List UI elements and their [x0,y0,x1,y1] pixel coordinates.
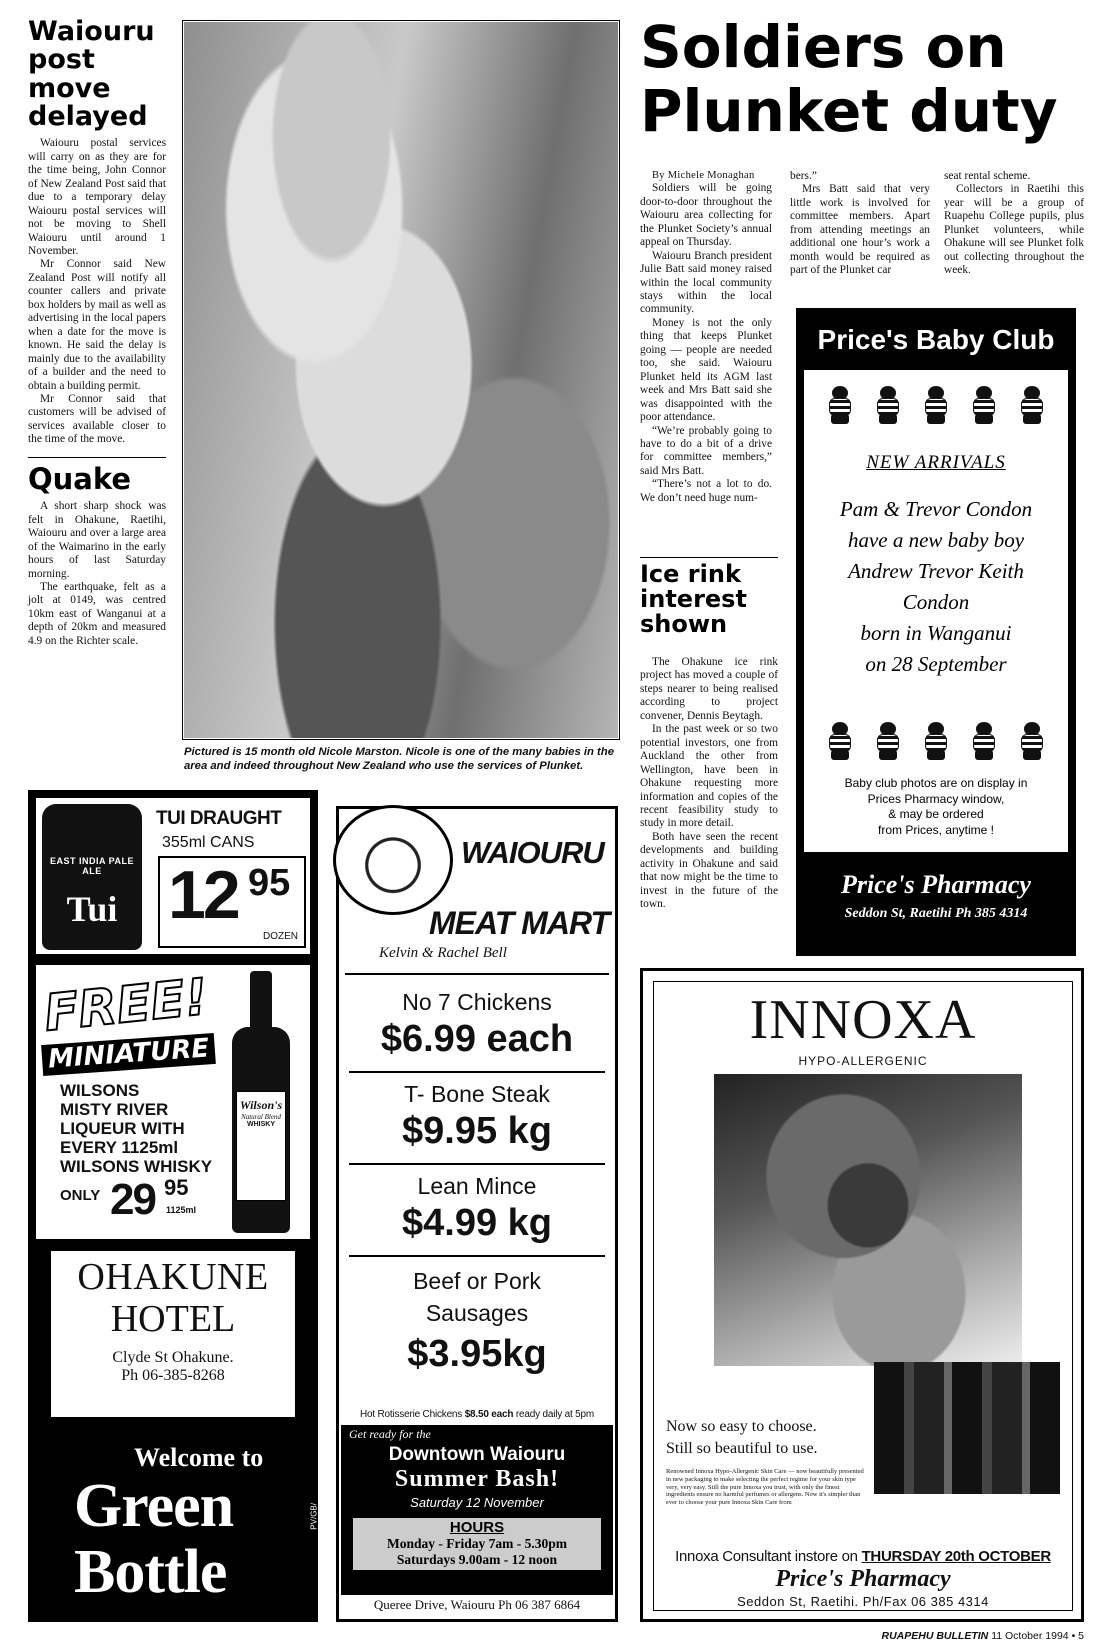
free-text: FREE! [41,967,211,1043]
teddy-bear-icon [969,386,999,424]
article-paragraph: bers.” [790,170,817,182]
footer-page-number: • 5 [1071,1630,1084,1642]
innoxa-sub: HYPO-ALLERGENIC [798,1054,928,1068]
article-paragraph: A short sharp shock was felt in Ohakune, Raetihi, Waiouru and over a large area of the Waimarino in the early hours of last Saturday morning. [28,500,166,580]
article-paragraph: In the past week or so two potential investors, one from Auckland the other from Wellington, have been in Ohakune requesting more information and copies of the recent feasibility study to study in more detail. [640,723,778,830]
waiouru-headline: Waiouru post move delayed [28,16,155,133]
hours-title: HOURS [449,1519,505,1536]
baby-club-ad [796,308,1076,956]
article-paragraph: “We’re probably going to have to do a bit of a drive for committee members,” said Mrs Batt. [640,424,772,477]
hotel-name-line1: OHAKUNE [77,1256,269,1298]
consultant-label: Innoxa Consultant instore on [675,1548,858,1565]
bottle-label: Wilson's [239,1098,283,1112]
column-rule [28,457,166,458]
teddy-bear-icon [825,386,855,424]
price-item-price: $6.99 each [380,1018,574,1060]
article-paragraph: The earthquake, felt as a jolt at 0149, was centred 10km east of Wanganui at a depth of 20km and measured 4.9 on the Richter scale. [28,580,166,647]
article-paragraph: Collectors in Raetihi this year will be a group of Ruapehu College pupils, plus Plunket volunteers, while Ohakune will see Plunket folk out collecting throughout the week. [944,183,1084,277]
hotel-phone: Ph 06-385-8268 [121,1367,225,1384]
innoxa-consultant [654,1548,1072,1565]
birth-announcement [804,494,1068,680]
byline: By Michele Monaghan [652,170,755,181]
article-paragraph: Waiouru Branch president Julie Batt said money raised within the local community stays within the local community. [640,249,772,316]
offer-price-cents: 95 [164,1175,189,1200]
price-item [349,981,605,1073]
photo-frame [182,20,620,740]
tui-size: 355ml CANS [162,834,255,851]
rotisserie-time: ready daily at 5pm [515,1409,594,1420]
announcement-line: have a new baby boy [847,528,1025,552]
bear-row-bottom [804,722,1068,766]
hours-weekday: Monday - Friday 7am - 5.30pm [387,1536,567,1551]
meat-price-list [349,981,605,1384]
meat-mart-title2: MEAT MART [429,905,610,941]
main-story-col3 [944,170,1084,278]
teddy-bear-icon [921,722,951,760]
innoxa-inner [653,981,1073,1611]
announcement-line: born in Wanganui [860,621,1012,645]
teddy-bear-icon [921,386,951,424]
price-item-price: $3.95kg [407,1333,547,1375]
article-paragraph: “There’s not a lot to do. We don’t need huge num- [640,478,772,504]
baby-club-note [804,776,1068,838]
price-item-name: T- Bone Steak [404,1081,550,1107]
ice-rink-headline: Ice rink interest shown [640,560,747,639]
rotisserie-note [343,1409,611,1420]
announcement-line: Condon [902,590,970,614]
teddy-bear-icon [825,722,855,760]
hotel-name-line2: HOTEL [110,1298,236,1340]
article-paragraph: Mrs Batt said that very little work is involved for committee members. Apart from attending meetings an additional one hour’s work a month would be required as part of the Plunket car [790,183,930,277]
tui-price-cents: 95 [248,862,291,904]
left-column [28,18,166,648]
offer-size: 1125ml [166,1205,197,1215]
note-line: Baby club photos are on display in [844,776,1028,790]
consultant-date: THURSDAY 20th OCTOBER [861,1548,1051,1565]
rotisserie-price: $8.50 each [464,1409,514,1420]
article-paragraph: The Ohakune ice rink project has moved a couple of steps nearer to being realised according to project convener, Dennis Beytagh. [640,656,778,722]
price-item-name: Beef or Pork Sausages [413,1268,541,1326]
price-item [349,1165,605,1257]
meat-mart-title1: WAIOURU [461,835,604,870]
teddy-bear-icon [1017,722,1047,760]
teddy-bear-icon [873,386,903,424]
ad-code: PV/GB/ [310,1503,319,1530]
pharmacy-address: Seddon St, Raetihi Ph 385 4314 [844,906,1028,921]
green-text: Green [74,1472,234,1540]
bear-row-top [804,386,1068,430]
price-item-price: $9.95 kg [402,1110,552,1152]
green-bottle-panel [34,1429,319,1615]
teddy-bear-icon [1017,386,1047,424]
innoxa-brand: INNOXA [749,989,977,1051]
meat-mart-address: Queree Drive, Waiouru Ph 06 387 6864 [373,1597,581,1612]
tui-unit: DOZEN [263,931,298,942]
quake-headline: Quake [28,461,132,496]
article-paragraph: Mr Connor said that customers will be advised of services available closer to the time of the move. [28,392,166,446]
teddy-bear-icon [873,722,903,760]
innoxa-tagline1: Now so easy to choose. [666,1418,817,1435]
baby-photo [184,22,618,738]
price-item-name: No 7 Chickens [402,989,552,1015]
photo-caption: Pictured is 15 month old Nicole Marston. Nicole is one of the many babies in the area and indeed throughout New Zealand who use the services of Plunket. [184,746,614,772]
ice-rink-rule [640,557,778,558]
innoxa-tagline2: Still so beautiful to use. [666,1440,818,1457]
miniature-text: MINIATURE [41,1033,216,1076]
offer-line: WILSONS [60,1081,140,1100]
offer-text [60,1081,212,1176]
note-line: from Prices, anytime ! [877,822,995,837]
hours-saturday: Saturdays 9.00am - 12 noon [396,1552,558,1567]
innoxa-pharmacy: Price's Pharmacy [775,1566,951,1592]
offer-line: WILSONS WHISKY [60,1157,213,1176]
quake-article [28,500,166,648]
price-item-name: Lean Mince [417,1173,537,1199]
baby-club-panel [804,370,1068,852]
waiouru-article [28,137,166,446]
tui-price-dollars: 12 [168,857,238,933]
summer-bash-panel [341,1425,613,1595]
can-label: EAST INDIA PALE ALE [49,856,134,876]
baby-club-title: Price's Baby Club [817,324,1055,355]
meat-mart-owners: Kelvin & Rachel Bell [379,945,507,961]
tui-price [158,856,306,948]
ice-rink-article [640,656,778,912]
meat-mart-divider [345,973,609,975]
rotisserie-label: Hot Rotisserie Chickens [359,1409,463,1420]
article-paragraph: Money is not the only thing that keeps Plunket going — people are needed too, she said. Waiouru Plunket held its AGM last week and Mrs Batt said she was disappointed with the poor attendance. [640,316,772,424]
bottle-sub: Natural Blend [241,1113,281,1121]
miniature-panel [34,963,312,1241]
main-story-col1 [640,170,772,505]
offer-only: ONLY [60,1187,101,1204]
bottle-type: WHISKY [247,1121,275,1128]
main-headline: Soldiers on Plunket duty [640,13,1058,145]
tui-price-panel [34,796,312,956]
product-jars-photo [874,1362,1060,1494]
whisky-bottle-icon [226,971,296,1233]
note-line: & may be ordered [888,807,984,821]
meat-mart-ad [336,806,618,1622]
article-paragraph: Both have seen the recent developments and building activity in Ohakune and said that now might be the time to invest in the future of the town. [640,830,778,911]
welcome-text: Welcome to [134,1443,264,1472]
announcement-line: on 28 September [865,652,1007,676]
pharmacy-name: Price's Pharmacy [841,870,1031,899]
tui-hotel-ad [28,790,318,1622]
note-line: Prices Pharmacy window, [867,791,1005,806]
hotel-panel [49,1249,297,1419]
can-brand: Tui [66,889,118,929]
footer-paper-name: RUAPEHU BULLETIN [881,1630,989,1642]
offer-line: MISTY RIVER [60,1100,169,1119]
model-photo [714,1074,1022,1366]
article-paragraph: Mr Connor said New Zealand Post will notify all counter callers and private box holders by mail as well as advertising in the local papers when a date for the move is known. He said the delay is mainly due to the availability of a builder and the need to obtain a building permit. [28,258,166,392]
bottle-text: Bottle [74,1538,227,1606]
bull-logo-icon [333,805,453,915]
announcement-line: Andrew Trevor Keith [848,559,1024,583]
footer-date: 11 October 1994 [991,1630,1069,1642]
announcement-line: Pam & Trevor Condon [839,497,1033,521]
innoxa-address: Seddon St, Raetihi. Ph/Fax 06 385 4314 [737,1594,989,1609]
event-date: Saturday 12 November [410,1495,544,1510]
beer-can-icon [42,804,142,950]
price-item-price: $4.99 kg [402,1202,552,1244]
hours-box [351,1516,603,1572]
get-ready-text: Get ready for the [349,1427,431,1441]
new-arrivals: NEW ARRIVALS [866,452,1006,473]
teddy-bear-icon [969,722,999,760]
event-title: Downtown Waiouru [388,1444,566,1465]
offer-price-dollars: 29 [110,1175,155,1224]
page-footer [882,1630,1084,1642]
offer-line: EVERY 1125ml [60,1138,179,1157]
article-paragraph: seat rental scheme. [944,170,1031,182]
innoxa-small-print: Renowned Innoxa Hypo-Allergenic Skin Care — now beautifully presented in new packaging to make selecting the perfect regime for your skin type very, very easy. Still the pure Innoxa you trust, with only the finest ingredients ensure no harmful perfumes or allergens. Now it's simpler than ever to choose your pure Innoxa Skin Care from [666,1468,864,1507]
tui-product: TUI DRAUGHT [156,808,282,829]
article-paragraph: Waiouru postal services will carry on as they are for the time being, John Connor of New Zealand Post said that due to a temporary delay Waiouru postal services will not be moving to Shell Waiouru until around 1 November. [28,137,166,257]
event-subtitle: Summer Bash! [394,1466,560,1492]
main-story-col2 [790,170,930,278]
innoxa-ad [640,968,1084,1622]
hotel-address: Clyde St Ohakune. [112,1349,234,1366]
price-item [349,1257,605,1384]
article-paragraph: Soldiers will be going door-to-door throughout the Waiouru area collecting for the Plunket Society’s annual appeal on Thursday. [640,182,772,249]
offer-line: LIQUEUR WITH [60,1119,185,1138]
price-item [349,1073,605,1165]
